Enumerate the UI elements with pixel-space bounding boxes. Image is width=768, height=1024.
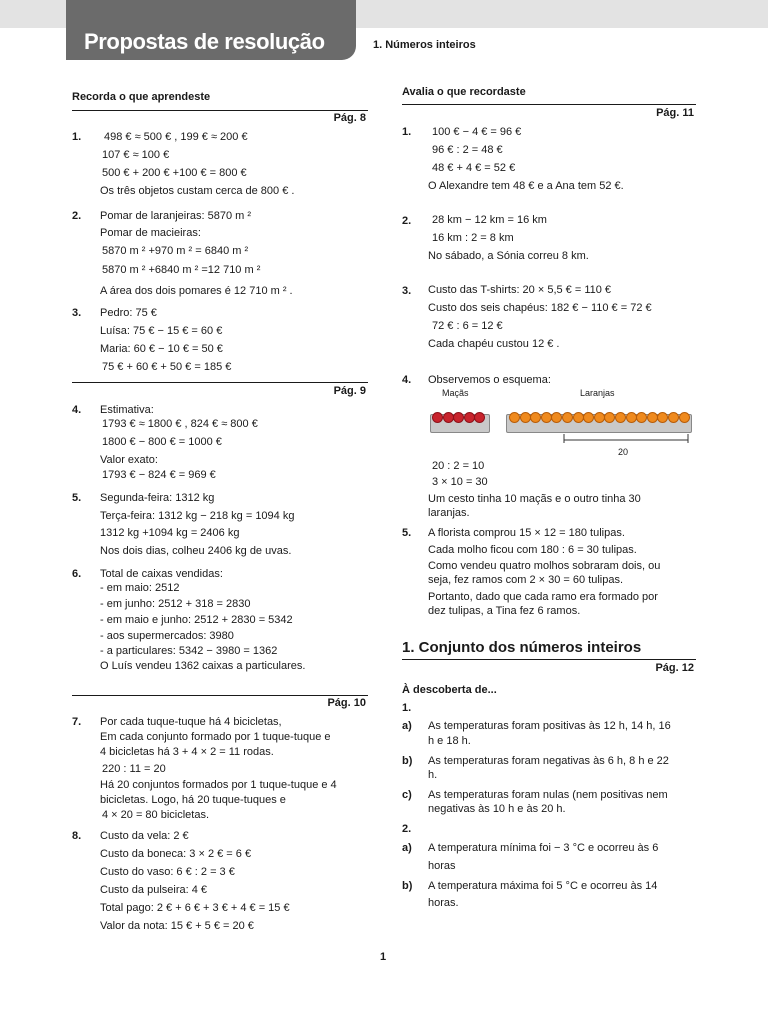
- answer-line: 220 : 11 = 20: [102, 763, 166, 775]
- answer-line: Cada molho ficou com 180 : 6 = 30 tulipas.: [428, 544, 637, 556]
- bracket-label: 20: [618, 447, 629, 457]
- answer-line: Terça-feira: 1312 kg − 218 kg = 1094 kg: [100, 510, 295, 522]
- rule: [72, 695, 368, 696]
- answer-line: Cada chapéu custou 12 € .: [428, 338, 560, 350]
- answer-line: bicicletas. Logo, há 20 tuque-tuques e: [100, 794, 286, 806]
- section-heading-right: Avalia o que recordaste: [402, 86, 526, 98]
- answer-line: 96 € : 2 = 48 €: [432, 144, 503, 156]
- answer-line: 500 € + 200 € +100 € = 800 €: [102, 167, 247, 179]
- answer-line: seja, fez ramos com 2 × 30 = 60 tulipas.: [428, 574, 624, 586]
- answer-line: As temperaturas foram positivas às 12 h, 14 h, 16: [428, 720, 671, 732]
- answer-line: - aos supermercados: 3980: [100, 630, 234, 642]
- orange-icon: [615, 412, 626, 423]
- orange-icon: [562, 412, 573, 423]
- answer-line: Custo da boneca: 3 × 2 € = 6 €: [100, 848, 252, 860]
- answer-line: - em maio e junho: 2512 + 2830 = 5342: [100, 614, 293, 626]
- answer-line: horas.: [428, 897, 459, 909]
- answer-line: h.: [428, 769, 438, 781]
- answer-line: Total de caixas vendidas:: [100, 568, 223, 580]
- answer-line: 5870 m ² +6840 m ² =12 710 m ²: [102, 264, 261, 276]
- item-label: a): [402, 720, 412, 732]
- answer-line: 16 km : 2 = 8 km: [432, 232, 514, 244]
- answer-line: Custo da pulseira: 4 €: [100, 884, 208, 896]
- answer-line: laranjas.: [428, 507, 470, 519]
- question-number: 5.: [402, 527, 412, 539]
- page-number: 1: [380, 951, 387, 963]
- page-ref: Pág. 8: [333, 112, 366, 124]
- answer-line: 5870 m ² +970 m ² = 6840 m ²: [102, 245, 249, 257]
- oranges-label: Laranjas: [580, 388, 615, 398]
- answer-line: A temperatura máxima foi 5 °C e ocorreu às 14: [428, 880, 658, 892]
- apple-icon: [432, 412, 443, 423]
- answer-line: Custo das T-shirts: 20 × 5,5 € = 110 €: [428, 284, 612, 296]
- answer-line: dez tulipas, a Tina fez 6 ramos.: [428, 605, 581, 617]
- question-number: 7.: [72, 716, 82, 728]
- rule: [402, 659, 696, 660]
- answer-line: Portanto, dado que cada ramo era formado por: [428, 591, 658, 603]
- answer-line: 3 × 10 = 30: [432, 476, 488, 488]
- answer-line: As temperaturas foram negativas às 6 h, 8 h e 22: [428, 755, 669, 767]
- answer-line: 100 € − 4 € = 96 €: [432, 126, 522, 138]
- question-number: 2.: [72, 210, 82, 222]
- section-heading-left: Recorda o que aprendeste: [72, 91, 211, 103]
- answer-line: 107 € ≈ 100 €: [102, 149, 170, 161]
- orange-icon: [541, 412, 552, 423]
- answer-line: As temperaturas foram nulas (nem positivas nem: [428, 789, 668, 801]
- orange-icon: [594, 412, 605, 423]
- orange-icon: [679, 412, 690, 423]
- answer-line: Maria: 60 € − 10 € = 50 €: [100, 343, 223, 355]
- question-number: 4.: [72, 404, 82, 416]
- rule: [72, 382, 368, 383]
- answer-line: Os três objetos custam cerca de 800 € .: [100, 185, 295, 197]
- answer-line: h e 18 h.: [428, 735, 471, 747]
- answer-line: Pomar de laranjeiras: 5870 m ²: [100, 210, 252, 222]
- answer-line: A temperatura mínima foi − 3 °C e ocorreu às 6: [428, 842, 659, 854]
- answer-line: Total pago: 2 € + 6 € + 3 € + 4 € = 15 €: [100, 902, 290, 914]
- answer-line: Custo da vela: 2 €: [100, 830, 189, 842]
- question-number: 1.: [402, 702, 412, 714]
- answer-line: Em cada conjunto formado por 1 tuque-tuque e: [100, 731, 331, 743]
- answer-line: O Luís vendeu 1362 caixas a particulares.: [100, 660, 306, 672]
- answer-line: 48 € + 4 € = 52 €: [432, 162, 516, 174]
- answer-line: 1800 € − 800 € = 1000 €: [102, 436, 222, 448]
- answer-line: - em maio: 2512: [100, 582, 180, 594]
- answer-line: 498 € ≈ 500 € , 199 € ≈ 200 €: [104, 131, 248, 143]
- question-number: 2.: [402, 823, 412, 835]
- orange-icon: [520, 412, 531, 423]
- apple-icon: [464, 412, 475, 423]
- answer-line: Custo dos seis chapéus: 182 € − 110 € = 72 €: [428, 302, 652, 314]
- question-number: 6.: [72, 568, 82, 580]
- apple-icon: [443, 412, 454, 423]
- answer-line: 72 € : 6 = 12 €: [432, 320, 503, 332]
- question-number: 3.: [402, 285, 412, 297]
- item-label: c): [402, 789, 412, 801]
- answer-line: Pedro: 75 €: [100, 307, 157, 319]
- question-number: 2.: [402, 215, 412, 227]
- question-number: 3.: [72, 307, 82, 319]
- orange-icon: [626, 412, 637, 423]
- answer-line: 1793 € − 824 € = 969 €: [102, 469, 216, 481]
- answer-line: Luísa: 75 € − 15 € = 60 €: [100, 325, 223, 337]
- orange-icon: [573, 412, 584, 423]
- page-ref: Pág. 12: [655, 662, 694, 674]
- answer-line: O Alexandre tem 48 € e a Ana tem 52 €.: [428, 180, 624, 192]
- answer-line: - em junho: 2512 + 318 = 2830: [100, 598, 251, 610]
- chapter-label: 1. Números inteiros: [373, 39, 476, 51]
- answer-line: Nos dois dias, colheu 2406 kg de uvas.: [100, 545, 292, 557]
- answer-line: Há 20 conjuntos formados por 1 tuque-tuque e 4: [100, 779, 337, 791]
- page-ref: Pág. 9: [333, 385, 366, 397]
- orange-icon: [509, 412, 520, 423]
- bracket-20: [560, 432, 692, 444]
- answer-line: horas: [428, 860, 456, 872]
- page-ref: Pág. 10: [327, 697, 366, 709]
- answer-line: 4 × 20 = 80 bicicletas.: [102, 809, 210, 821]
- question-number: 4.: [402, 374, 412, 386]
- question-number: 1.: [72, 131, 82, 143]
- answer-line: 75 € + 60 € + 50 € = 185 €: [102, 361, 232, 373]
- page-title: Propostas de resolução: [84, 29, 325, 54]
- title-tab: [66, 0, 356, 60]
- answer-line: A área dos dois pomares é 12 710 m ² .: [100, 285, 293, 297]
- answer-line: - a particulares: 5342 − 3980 = 1362: [100, 645, 278, 657]
- answer-line: Custo do vaso: 6 € : 2 = 3 €: [100, 866, 235, 878]
- answer-line: negativas às 10 h e às 20 h.: [428, 803, 566, 815]
- answer-line: No sábado, a Sónia correu 8 km.: [428, 250, 589, 262]
- answer-line: Por cada tuque-tuque há 4 bicicletas,: [100, 716, 282, 728]
- apples-label: Maçãs: [442, 388, 469, 398]
- item-label: b): [402, 880, 413, 892]
- answer-line: Valor da nota: 15 € + 5 € = 20 €: [100, 920, 254, 932]
- answer-line: Observemos o esquema:: [428, 374, 551, 386]
- answer-line: 1312 kg +1094 kg = 2406 kg: [100, 527, 240, 539]
- answer-line: Um cesto tinha 10 maçãs e o outro tinha 30: [428, 493, 641, 505]
- answer-line: 28 km − 12 km = 16 km: [432, 214, 547, 226]
- question-number: 5.: [72, 492, 82, 504]
- question-number: 8.: [72, 830, 82, 842]
- answer-line: Valor exato:: [100, 454, 158, 466]
- discover-heading: À descoberta de...: [402, 684, 497, 696]
- item-label: b): [402, 755, 413, 767]
- orange-icon: [668, 412, 679, 423]
- orange-icon: [647, 412, 658, 423]
- answer-line: 20 : 2 = 10: [432, 460, 485, 472]
- item-label: a): [402, 842, 412, 854]
- rule: [402, 104, 696, 105]
- answer-line: 4 bicicletas há 3 + 4 × 2 = 11 rodas.: [100, 746, 274, 758]
- chapter-heading: 1. Conjunto dos números inteiros: [402, 639, 642, 656]
- page-ref: Pág. 11: [656, 107, 694, 119]
- answer-line: 1793 € ≈ 1800 € , 824 € ≈ 800 €: [102, 418, 258, 430]
- rule: [72, 110, 368, 111]
- answer-line: Estimativa:: [100, 404, 154, 416]
- answer-line: Pomar de macieiras:: [100, 227, 201, 239]
- answer-line: Como vendeu quatro molhos sobraram dois, ou: [428, 560, 661, 572]
- question-number: 1.: [402, 126, 412, 138]
- answer-line: Segunda-feira: 1312 kg: [100, 492, 215, 504]
- answer-line: A florista comprou 15 × 12 = 180 tulipas.: [428, 527, 625, 539]
